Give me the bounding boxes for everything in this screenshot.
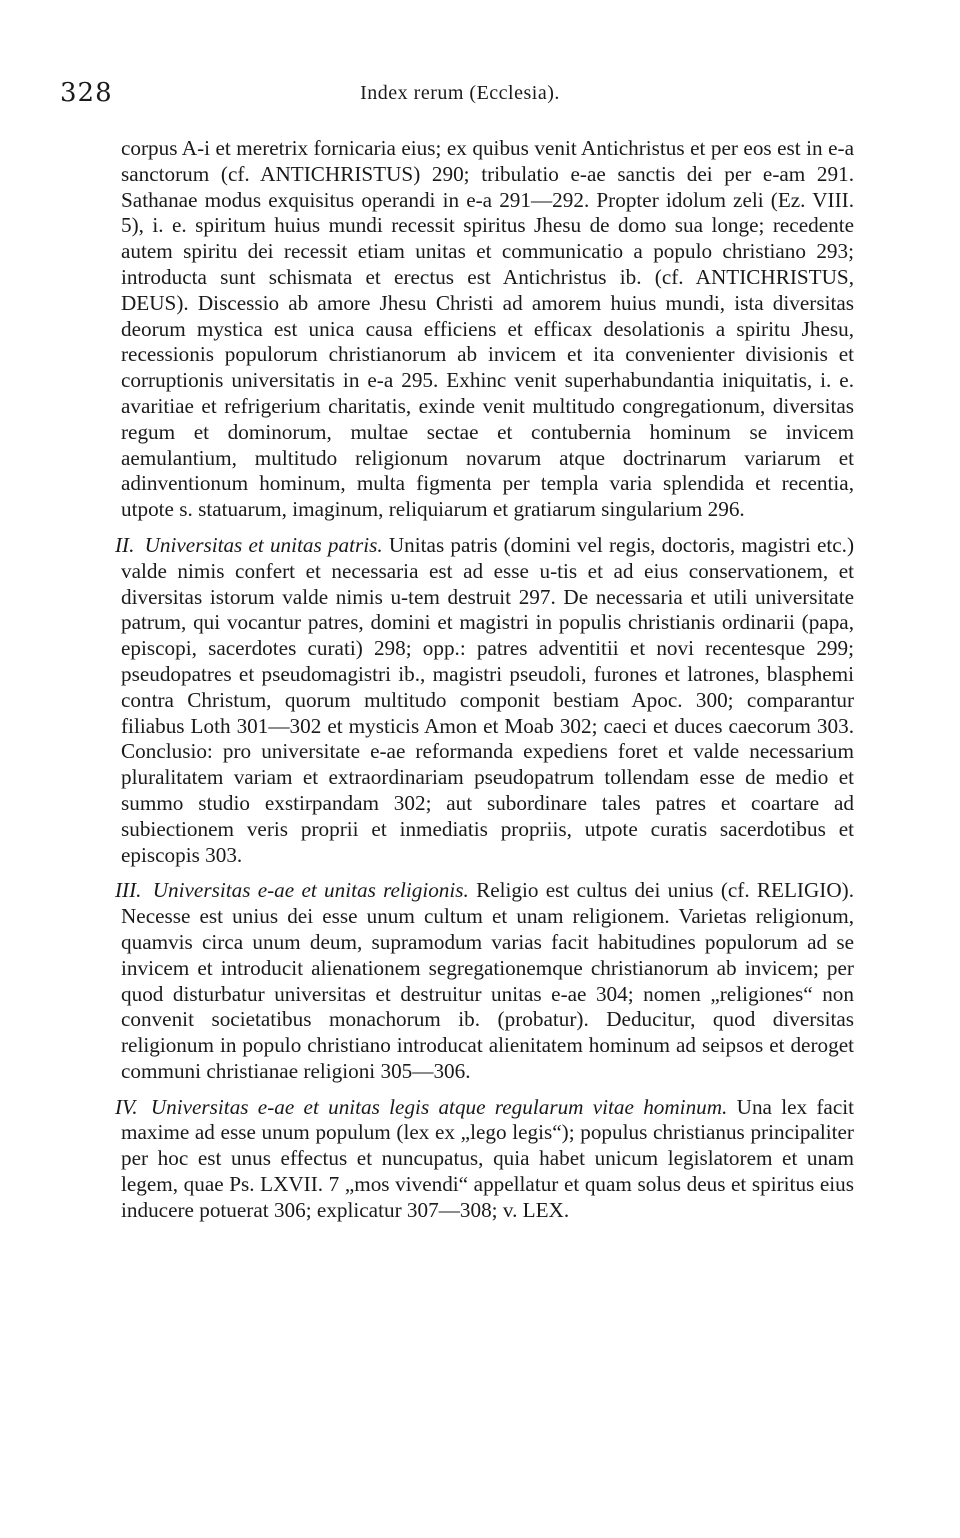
section-numeral: III. (115, 878, 142, 903)
section-title: Universitas et unitas patris. (144, 532, 383, 557)
section-ii-paragraph (115, 532, 855, 868)
section-text: Religio est cultus dei unius (cf. RELIGIO). Necesse est unius dei esse unum cultum et unam religionem. Varietas religionum, quamvis circa unum deum, supramodum varias facit habitudines populorum ad se invicem et introducit alienationem segregationemque christianorum ab invicem; per quod disturbatur universitas et destruitur unitas e-ae 304; nomen „religiones“ non convenit societatibus monachorum ib. (probatur). Deducitur, quod diversitas religionum in populo christiano introducat alienitatem hominum ad seipsos et deroget communi christianae religioni 305—306. (121, 878, 854, 1083)
index-body (115, 136, 855, 1224)
section-title: Universitas e-ae et unitas legis atque regularum vitae hominum. (150, 1094, 728, 1119)
section-text: Una lex facit maxime ad esse unum populum (lex ex „lego legis“); populus christianus principaliter per hoc est unus effectus et nuncupatus, quia habet unicum legislatorem et unam legem, quae Ps. LXVII. 7 „mos vivendi“ appellatur et quam solus deus et spiritus eius inducere potuerat 306; explicatur 307—308; v. LEX. (121, 1094, 855, 1222)
section-numeral: IV. (115, 1094, 138, 1119)
page-header (60, 78, 860, 118)
intro-paragraph: corpus A-i et meretrix fornicaria eius; ex quibus venit Antichristus et per eos est in e-a sanctorum (cf. ANTICHRISTUS) 290; tribulatio e-ae sanctis dei per e-am 291. Sathanae modus exquisitus operandi in e-a 291—292. Propter idolum zeli (Ez. VIII. 5), i. e. spiritum huius mundi recessit spiritus Jhesu de domo sua longe; recedente autem spiritu dei recessit etiam unitas et communicatio a populo christiano 293; introducta sunt schismata et erectus est Antichristus ib. (cf. ANTICHRISTUS, DEUS). Discessio ab amore Jhesu Christi ad amorem huius mundi, ista diversitas deorum mystica est unica causa efficiens et efficax desolationis a spiritu Jhesu, recessionis populorum christianorum ab invicem et ita convenienter divisionis et corruptionis universitatis in e-a 295. Exhinc venit superhabundantia iniquitatis, i. e. avaritiae et refrigerium charitatis, exinde venit multitudo congregationum, diversitas regum et dominorum, multae sectae et contubernia hominum se invicem aemulantium, multitudo religionum novarum atque doctrinarum variarum et adinventionum hominum, multa figmenta per templa varia splendida et recentia, utpote s. statuarum, imaginum, reliquiarum et gratiarum singularium 296. (121, 136, 854, 522)
page-number: 328 (60, 78, 113, 108)
running-head: Index rerum (Ecclesia). (360, 82, 560, 104)
section-iii-paragraph (115, 878, 854, 1084)
section-iv-paragraph (115, 1094, 855, 1224)
section-title: Universitas e-ae et unitas religionis. (152, 878, 469, 903)
section-text: Unitas patris (domini vel regis, doctoris, magistri etc.) valde nimis confert et necessaria est ad esse u-tis et ad eius conservationem, et diversitas istorum valde nimis u-tem destruit 297. De necessaria et utili universitate patrum, qui vocantur patres, domini et magistri in populis christianis ordinarii (papa, episcopi, sacerdotes curati) 298; opp.: patres adventitii et novi recentesque 299; pseudopatres et pseudomagistri ib., magistri pseudoli, furones et latrones, blasphemi contra Christum, quorum multitudo componit bestiam Apoc. 300; comparantur filiabus Loth 301—302 et mysticis Amon et Moab 302; caeci et duces caecorum 303. Conclusio: pro universitate e-ae reformanda expediens foret et valde necessarium pluralitatem variam et extraordinariam pseudopatrum tollendam esse de medio et summo studio exstirpandam 302; aut subordinare tales patres et coartare ad subiectionem veris proprii et inmediatis propriis, utpote curatis sacerdotibus et episcopis 303. (121, 532, 855, 867)
section-numeral: II. (115, 532, 135, 557)
